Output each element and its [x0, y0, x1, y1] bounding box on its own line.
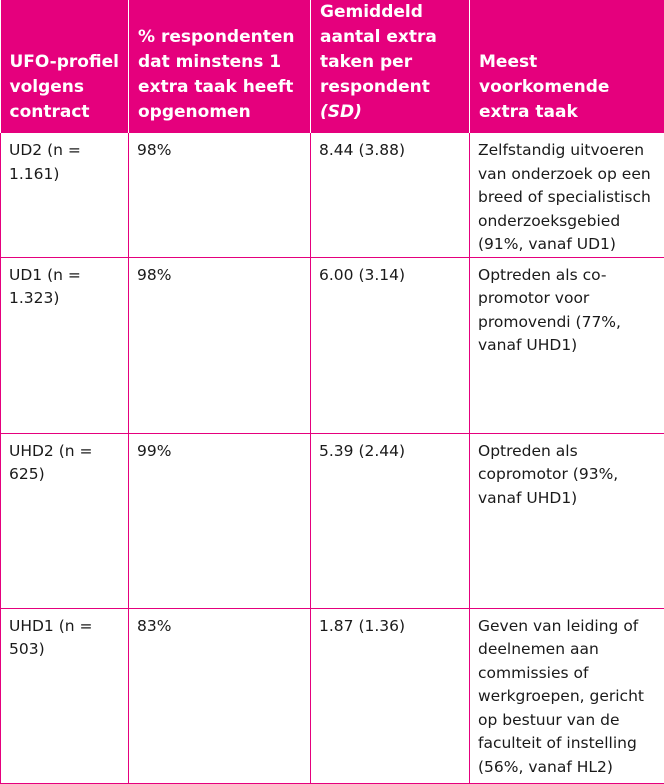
cell-profile: UD1 (n = 1.323): [1, 257, 129, 433]
table-row: [1, 133, 664, 257]
header-percent-respondents: % respondenten dat minstens 1 extra taak heeft opgenomen: [129, 0, 311, 133]
cell-percent: 83%: [129, 608, 311, 783]
cell-mean: 1.87 (1.36): [311, 608, 470, 783]
header-row: [1, 0, 664, 133]
cell-task: Geven van leiding of deelnemen aan commissies of werkgroepen, gericht op bestuur van de faculteit of instelling (56%, vanaf HL2): [470, 608, 664, 783]
cell-profile: UHD1 (n = 503): [1, 608, 129, 783]
table-row: [1, 433, 664, 608]
cell-mean: 5.39 (2.44): [311, 433, 470, 608]
cell-task: Optreden als copromotor (93%, vanaf UHD1): [470, 433, 664, 608]
cell-task: Zelfstandig uitvoeren van onderzoek op een breed of specialistisch onderzoeksgebied (91%, vanaf UD1): [470, 133, 664, 257]
table-row: [1, 608, 664, 783]
cell-task: Optreden als co-promotor voor promovendi (77%, vanaf UHD1): [470, 257, 664, 433]
header-sd-label: (SD): [320, 102, 362, 122]
header-ufo-profile: UFO-profiel volgens contract: [1, 0, 129, 133]
table-row: [1, 257, 664, 433]
cell-percent: 99%: [129, 433, 311, 608]
cell-profile: UHD2 (n = 625): [1, 433, 129, 608]
table-body: [1, 133, 664, 783]
cell-mean: 8.44 (3.88): [311, 133, 470, 257]
header-mean-label: Gemiddeld aantal extra taken per respondent: [320, 2, 437, 97]
header-mean-extra-tasks: [311, 0, 470, 133]
table-header: [1, 0, 664, 133]
cell-percent: 98%: [129, 133, 311, 257]
header-most-common-task: Meest voorkomende extra taak: [470, 0, 664, 133]
cell-percent: 98%: [129, 257, 311, 433]
cell-mean: 6.00 (3.14): [311, 257, 470, 433]
cell-profile: UD2 (n = 1.161): [1, 133, 129, 257]
